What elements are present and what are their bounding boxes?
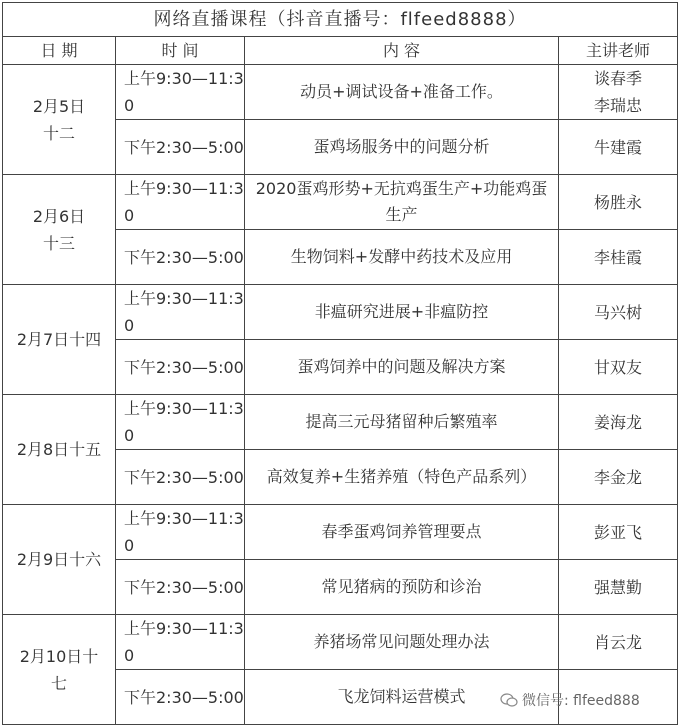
- header-time: 时 间: [116, 37, 245, 65]
- content-cell: 2020蛋鸡形势+无抗鸡蛋生产+功能鸡蛋生产: [245, 175, 559, 230]
- date-cell: [3, 505, 116, 615]
- table-row: [3, 65, 678, 120]
- schedule-table: [2, 2, 678, 725]
- time-cell: 上午9:30—11:30: [116, 395, 245, 450]
- date-line1: 2月9日十六: [16, 550, 102, 569]
- teacher-cell: 李桂霞: [559, 230, 678, 285]
- teacher-cell: 甘双友: [559, 340, 678, 395]
- date-line2: 十三: [42, 233, 75, 253]
- content-cell: 春季蛋鸡饲养管理要点: [245, 505, 559, 560]
- content-cell: 蛋鸡饲养中的问题及解决方案: [245, 340, 559, 395]
- time-cell: 上午9:30—11:30: [116, 505, 245, 560]
- content-cell: 养猪场常见问题处理办法: [245, 615, 559, 670]
- table-row: [3, 505, 678, 560]
- date-line2: 十二: [42, 123, 75, 143]
- date-cell: [3, 395, 116, 505]
- date-line1: 2月5日: [32, 96, 86, 116]
- table-row: [3, 175, 678, 230]
- date-cell: [3, 615, 116, 725]
- teacher-cell: 谈春季 李瑞忠: [559, 65, 678, 120]
- header-teacher: 主讲老师: [559, 37, 678, 65]
- teacher-cell: 姜海龙: [559, 395, 678, 450]
- table-title: 网络直播课程（抖音直播号：flfeed8888）: [3, 3, 678, 37]
- teacher-cell: 强慧勤: [559, 560, 678, 615]
- header-content: 内 容: [245, 37, 559, 65]
- time-cell: 下午2:30—5:00: [116, 340, 245, 395]
- teacher-cell: 李金龙: [559, 450, 678, 505]
- time-cell: 下午2:30—5:00: [116, 230, 245, 285]
- teacher-cell: 马兴树: [559, 285, 678, 340]
- teacher-cell: 牛建霞: [559, 120, 678, 175]
- watermark: [500, 690, 640, 710]
- content-cell: 高效复养+生猪养殖（特色产品系列）: [245, 450, 559, 505]
- content-cell: 非瘟研究进展+非瘟防控: [245, 285, 559, 340]
- date-line1: 2月7日十四: [16, 330, 102, 349]
- time-cell: 上午9:30—11:30: [116, 615, 245, 670]
- date-cell: [3, 285, 116, 395]
- time-cell: 下午2:30—5:00: [116, 560, 245, 615]
- time-cell: 下午2:30—5:00: [116, 670, 245, 725]
- time-cell: 上午9:30—11:30: [116, 65, 245, 120]
- date-line1: 2月6日: [32, 206, 86, 226]
- teacher-cell: 彭亚飞: [559, 505, 678, 560]
- watermark-text: 微信号: flfeed888: [522, 693, 640, 709]
- time-cell: 下午2:30—5:00: [116, 120, 245, 175]
- content-cell: 提高三元母猪留种后繁殖率: [245, 395, 559, 450]
- table-row: [3, 395, 678, 450]
- date-line1: 2月8日十五: [16, 440, 102, 459]
- schedule-rows: [3, 65, 678, 725]
- teacher-cell: 肖云龙: [559, 615, 678, 670]
- content-cell: 生物饲料+发酵中药技术及应用: [245, 230, 559, 285]
- date-cell: [3, 175, 116, 285]
- table-row: [3, 285, 678, 340]
- date-cell: [3, 65, 116, 175]
- teacher-cell: 杨胜永: [559, 175, 678, 230]
- content-cell: 飞龙饲料运营模式: [245, 670, 559, 725]
- content-cell: 蛋鸡场服务中的问题分析: [245, 120, 559, 175]
- content-cell: 常见猪病的预防和诊治: [245, 560, 559, 615]
- table-row: [3, 615, 678, 670]
- time-cell: 上午9:30—11:30: [116, 175, 245, 230]
- wechat-icon: [500, 693, 518, 707]
- time-cell: 上午9:30—11:30: [116, 285, 245, 340]
- header-date: 日 期: [3, 37, 116, 65]
- date-line1: 2月10日十: [19, 646, 99, 666]
- date-line2: 七: [50, 673, 67, 693]
- time-cell: 下午2:30—5:00: [116, 450, 245, 505]
- content-cell: 动员+调试设备+准备工作。: [245, 65, 559, 120]
